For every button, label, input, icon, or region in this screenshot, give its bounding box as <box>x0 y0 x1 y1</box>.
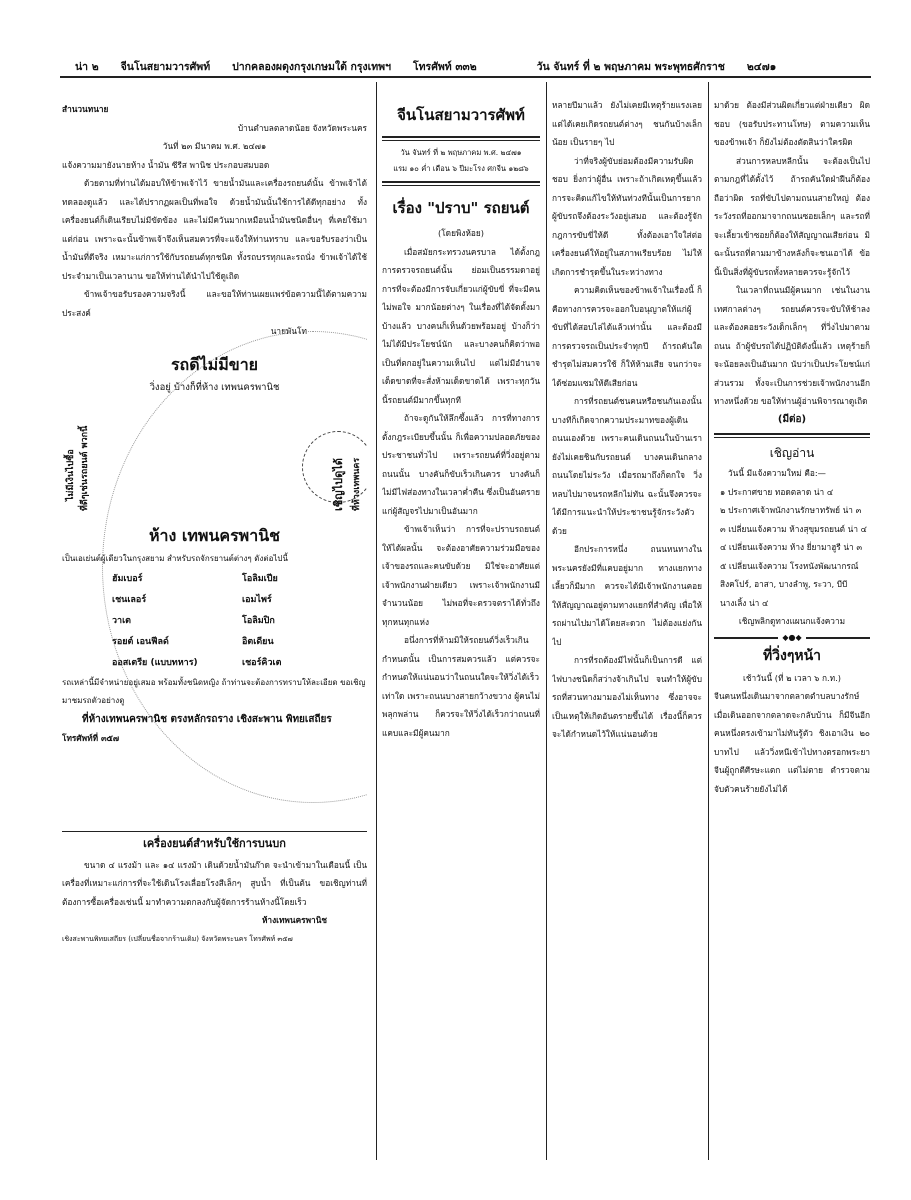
engine-ad-footer: เชิงสะพานพิทยเสถียร (เปลี่ยนชื่อจากร้านเดิม) จังหวัดพระนคร โทรศัพท์ ๓๕๗ <box>62 934 293 943</box>
notice-footer: เชิญพลิกดูทางแผนกแจ้งความ <box>738 616 846 626</box>
brand-item: โอลิมเปีย <box>242 573 278 584</box>
publisher-address: ปากคลองผดุงกรุงเกษมใต้ กรุงเทพฯ <box>232 60 391 73</box>
brand-item: อิตเดียน <box>242 636 274 647</box>
article-title: เรื่อง "ปราบ" รถยนต์ <box>392 199 530 217</box>
engine-ad-firm: ห้างเทพนครพานิช <box>261 915 327 925</box>
ornamental-rule <box>714 632 870 642</box>
masthead: จีนโนสยามวารศัพท์ <box>397 106 525 124</box>
letter-heading: สำนวนทนาย <box>62 104 109 114</box>
letter-address: บ้านตำบลตลาดน้อย จังหวัดพระนคร <box>237 122 367 133</box>
notice-item: ๒ ประกาศเจ้าพนักงานรักษาทรัพย์ น่า ๓ <box>720 505 862 515</box>
article-paragraph: ว่าที่จริงผู้ขับย่อมต้องมีความรับผิดชอบ ยิ่งกว่าผู้อื่น เพราะถ้าเกิดเหตุขึ้นแล้ว การจะคิดแก้ไขให้ทันท่วงทีนั้นเป็นการยาก ผู้ขับรถจึงต้องระวังอยู่เสมอ และต้องรู้จักกฎการขับขี่ให้ดี ทั้งต้องเอาใจใส่ต่อเครื่องยนต์ให้อยู่ในสภาพเรียบร้อย ไม่ให้เกิดการชำรุดขึ้นในระหว่างทาง <box>552 155 702 277</box>
notice-item: ๕ เปลี่ยนแจ้งความ โรงหนังพัฒนากรณ์ สิงคโปร์, อาสา, บางลำพู, ระวา, บีบี นางเลิ้ง น่า ๔ <box>720 560 859 608</box>
brand-item: เชนเลอร์ <box>112 594 147 605</box>
ad-side-text: ที่ดีๆเช่นรถยนต์ พวกนี้ <box>80 425 90 511</box>
news-title: ที่วิ่งๆหน้า <box>762 647 822 664</box>
brand-item: เชอร์คิวเต <box>242 657 282 668</box>
engine-ad-headline: เครื่องยนต์สำหรับใช้การบนบก <box>143 836 286 850</box>
ad-side-text: เชิญไปดูได้ <box>332 457 345 511</box>
article-paragraph: อนึ่งการที่ห้ามมิให้รถยนต์วิ่งเร็วเกินกำหนดนั้น เป็นการสมควรแล้ว แต่ควรจะกำหนดให้แน่นอนว่าในถนนใดจะให้วิ่งได้เร็วเท่าใด เพราะถนนบางสายกว้างขวาง ผู้คนไม่พลุกพล่าน ก็ควรจะให้วิ่งได้เร็วกว่าถนนที่แคบและมีผู้คนมาก <box>382 635 540 738</box>
notice-intro: วันนี้ มีแจ้งความใหม่ คือ:— <box>728 468 826 478</box>
issue-date: วัน จันทร์ ที่ ๒ พฤษภาคม พระพุทธศักราช <box>536 60 725 73</box>
column-rule <box>546 82 547 1160</box>
ornament-icon: ◆●◆ <box>778 633 805 642</box>
phone-number: โทรศัพท์ ๓๓๒ <box>413 60 477 73</box>
column-rule <box>376 82 377 1160</box>
right-column <box>714 82 870 1162</box>
notice-item: ๓ เปลี่ยนแจ้งความ ห้างสุขุมรถยนต์ น่า ๔ <box>720 523 867 534</box>
article-paragraph: ในเวลาที่ถนนมีผู้คนมาก เช่นในงานเทศกาลต่างๆ รถยนต์ควรจะขับให้ช้าลง และต้องคอยระวังเด็กเล็กๆ ที่วิ่งไปมาตามถนน ถ้าผู้ขับรถได้ปฏิบัติดังนี้แล้ว เหตุร้ายก็จะน้อยลงเป็นอันมาก นับว่าเป็นประโยชน์แก่ส่วนรวม ทั้งจะเป็นการช่วยเจ้าพนักงานอีกทางหนึ่งด้วย ขอให้ท่านผู้อ่านพิจารณาดูเถิด <box>714 285 870 406</box>
article-paragraph: ความคิดเห็นของข้าพเจ้าในเรื่องนี้ ก็คือทางการควรจะออกใบอนุญาตให้แก่ผู้ขับที่ได้สอบไล่ได้แล้วเท่านั้น และต้องมีการตรวจรถเป็นประจำทุกปี ถ้ารถคันใดชำรุดไม่สมควรใช้ ก็ให้ห้ามเสีย จนกว่าจะได้ซ่อมแซมให้ดีเสียก่อน <box>552 285 702 388</box>
brand-item: ออสเตรีย (แบบทหาร) <box>112 657 198 668</box>
issue-year: ๒๔๗๑ <box>746 60 777 73</box>
page-header <box>75 58 871 74</box>
masthead-rule <box>382 181 540 186</box>
brand-item: รอยต์ เอนฟีลด์ <box>112 636 169 647</box>
masthead-date: วัน จันทร์ ที่ ๒ พฤษภาคม พ.ศ. ๒๔๗๑ <box>400 148 522 157</box>
left-column <box>62 82 367 1162</box>
letter-paragraph: ข้าพเจ้าขอรับรองความจริงนี้ และขอให้ท่านเผยแพร่ข้อความนี้ได้ตามความประสงค์ <box>62 289 367 318</box>
article-paragraph: ถ้าจะดูกันให้ลึกซึ้งแล้ว การที่ทางการตั้งกฎระเบียบขึ้นนั้น ก็เพื่อความปลอดภัยของประชาชนทั่วไป เพราะรถยนต์ที่วิ่งอยู่ตามถนนนั้น บางคันก็ขับเร็วเกินควร บางคันก็ไม่มีไฟส่องทางในเวลาค่ำคืน ซึ่งเป็นอันตรายแก่ผู้สัญจรไปมาเป็นอันมาก <box>382 413 540 516</box>
brand-item: ฮัมเบอร์ <box>112 573 143 584</box>
paper-name: จีนโนสยามวารศัพท์ <box>120 60 211 73</box>
header-rule <box>60 76 871 78</box>
ad-intro: เป็นเอเย่นต์ผู้เดียวในกรุงสยาม สำหรับรถจักรยานต์ต่างๆ ดังต่อไปนี้ <box>62 554 288 563</box>
letter-paragraph: แจ้งความมายังนายห้าง น้ำมัน ซีรีส พานิช ประกอบสมบอด <box>62 159 270 170</box>
article-paragraph: ข้าพเจ้าเห็นว่า การที่จะปราบรถยนต์ให้ได้ผลนั้น จะต้องอาศัยความร่วมมือของเจ้าของรถและคนขับด้วย มิใช่จะอาศัยแต่เจ้าพนักงานฝ่ายเดียว เพราะเจ้าพนักงานมีจำนวนน้อย ไม่พอที่จะตรวจตราได้ทั่วถึงทุกหนทุกแห่ง <box>382 524 540 627</box>
ad-firm-name: ห้าง เทพนครพานิช <box>148 526 281 545</box>
notice-item: ๔ เปลี่ยนแจ้งความ ห้าง ยี่ยามาฮูรี น่า ๓ <box>720 542 862 552</box>
notice-title: เชิญอ่าน <box>769 446 815 460</box>
masthead-issue: แรม ๑๐ ค่ำ เดือน ๖ ปีมะโรง ศกจีน ๑๒๘๖ <box>393 164 529 173</box>
ad-phone: โทรศัพท์ที่ ๓๕๗ <box>62 733 120 743</box>
article-paragraph: ส่วนการหลบหลีกนั้น จะต้องเป็นไปตามกฎที่ได้ตั้งไว้ ถ้ารถคันใดฝ่าฝืนก็ต้องถือว่าผิด รถที่ขับไปตามถนนสายใหญ่ ต้องระวังรถที่ออกมาจากถนนซอยเล็กๆ และรถที่จะเลี้ยวเข้าซอยก็ต้องให้สัญญาณเสียก่อน มิฉะนั้นรถที่ตามมาข้างหลังก็จะชนเอาได้ ข้อนี้เป็นสิ่งที่ผู้ขับรถทั้งหลายควรจะรู้จักไว้ <box>714 155 870 277</box>
column-rule <box>708 82 709 1160</box>
letter-date: วันที่ ๒๓ มีนาคม พ.ศ. ๒๔๗๑ <box>162 141 267 151</box>
article-paragraph: มาด้วย ต้องมีส่วนผิดเกี่ยวแต่ฝ่ายเดียว ผิดชอบ (ขอรับประทานโทษ) ตามความเห็นของข้าพเจ้า ก็ยังไม่ต้องตัดสินว่าใครผิด <box>714 100 870 147</box>
masthead-rule <box>382 136 540 141</box>
article-paragraph: หลายปีมาแล้ว ยังไม่เคยมีเหตุร้ายแรงเลย แต่ได้เคยเกิดรถยนต์ต่างๆ ชนกันบ้างเล็กน้อย เป็นรายๆ ไป <box>552 100 702 147</box>
advertisement-cars <box>62 351 367 791</box>
letter-paragraph: ด้วยตามที่ท่านได้มอบให้ข้าพเจ้าไว้ ขายน้ำมันและเครื่องรถยนต์นั้น ข้าพเจ้าได้ทดลองดูแล้ว และได้ปรากฏผลเป็นที่พอใจ ด้วยน้ำมันนั้นใช้การได้ดีทุกอย่าง ทั้งเครื่องยนต์ก็เดินเรียบไม่มีขัดข้อง และไม่มีควันมากเหมือนน้ำมันชนิดอื่นๆ ที่เคยใช้มาแต่ก่อน เพราะฉะนั้นข้าพเจ้าจึงเห็นสมควรที่จะแจ้งให้ท่านทราบ และขอรับรองว่าเป็นน้ำมันที่ดีจริง เหมาะแก่การใช้กับรถยนต์ทุกชนิด ทั้งรถบรรทุกและรถนั่ง ข้าพเจ้าได้ใช้ประจำมาเป็นเวลานาน ขอให้ท่านได้นำไปใช้ดูเถิด <box>62 178 367 281</box>
letter-signature: นายพันโท <box>270 326 307 336</box>
article-byline: (โดยพิงห้อย) <box>437 228 484 238</box>
ad-headline: รถดีไม่มีขาย <box>170 354 259 374</box>
brand-item: โอลิมปิก <box>242 615 275 626</box>
brand-item: วาเต <box>112 615 132 626</box>
editorial-column <box>382 82 540 1162</box>
article-continuation-column <box>552 82 702 1162</box>
ad-subline: วิ่งอยู่ บ้างก็ที่ห้าง เทพนครพานิช <box>149 381 280 393</box>
notice-list <box>714 483 870 613</box>
news-body: จีนคนหนึ่งเดินมาจากตลาดตำบลบางรักษ์ เมื่อเดินออกจากตลาดจะกลับบ้าน ก็มีจีนอีกคนหนึ่งตรงเข้ามาไม่ทันรู้ตัว ชิงเอาเงิน ๒๐ บาทไป แล้ววิ่งหนีเข้าไปทางตรอกพระยา จีนผู้ถูกตีศีรษะแตก แต่ไม่ตาย ตำรวจตามจับตัวคนร้ายยังไม่ได้ <box>714 691 870 794</box>
brand-item: เอมไพร์ <box>242 594 272 605</box>
section-rule <box>714 433 870 438</box>
ad-side-text: ที่ห้างเทพนคร <box>352 457 362 511</box>
ad-side-text: ไม่มีเงินไปซื้อ <box>66 448 76 501</box>
article-paragraph: เมื่อสมัยกระทรวงนครบาล ได้ตั้งกฎการตรวจรถยนต์นั้น ย่อมเป็นธรรมดาอยู่ การที่จะต้องมีการจับเกี่ยวแก่ผู้ขับขี่ ที่จะมีคนไม่พอใจ มากน้อยต่างๆ ในเรื่องที่ได้จัดตั้งมาบ้างแล้ว บางคนก็เห็นด้วยพร้อมอยู่ บ้างก็ว่าไม่ได้มีประโยชน์นัก และบางคนก็คิดว่าพอเป็นที่ตกอยู่ในความเห็นไป แต่ไม่มีอำนาจเด็ดขาดที่จะสั่งห้ามเด็ดขาดได้ เพราะทุกวันนี้รถยนต์มีมากขึ้นทุกที <box>382 246 540 405</box>
page-number: น่า ๒ <box>75 60 99 73</box>
ad-location: ที่ห้างเทพนครพานิช ตรงหลักรถราง เชิงสะพาน พิทยเสถียร <box>82 713 332 725</box>
notice-item: ๑ ประกาศขาย ทอดตลาด น่า ๔ <box>720 486 834 497</box>
article-paragraph: การที่รถยนต์ชนคนหรือชนกันเองนั้น บางทีก็เกิดจากความประมาทของผู้เดินถนนเองด้วย เพราะคนเดินถนนในบ้านเรายังไม่เคยชินกับรถยนต์ บางคนเดินกลางถนนโดยไม่ระวัง เมื่อรถมาถึงก็ตกใจ วิ่งหลบไปมาจนรถหลีกไม่ทัน ฉะนั้นจึงควรจะได้มีการแนะนำให้ประชาชนรู้จักระวังตัวด้วย <box>552 396 702 536</box>
article-paragraph: อีกประการหนึ่ง ถนนหนทางในพระนครยังมีที่แคบอยู่มาก ทางแยกทางเลี้ยวก็มีมาก ควรจะได้มีเจ้าพนักงานคอยให้สัญญาณอยู่ตามทางแยกที่สำคัญ เพื่อให้รถผ่านไปมาได้โดยสะดวก ไม่ต้องแย่งกันไป <box>552 544 702 647</box>
ad-body: รถเหล่านี้มีจำหน่ายอยู่เสมอ พร้อมทั้งชนิดหญิง ถ้าท่านจะต้องการทราบให้ละเอียด ขอเชิญมาชมรถตัวอย่างดู <box>62 677 366 705</box>
engine-ad-body: ขนาด ๔ แรงม้า และ ๑๔ แรงม้า เดินด้วยน้ำมันก๊าด จะนำเข้ามาในเดือนนี้ เป็นเครื่องที่เหมาะแก่การที่จะใช้เดินโรงเลื่อยโรงสีเล็กๆ สูบน้ำ ที่เป็นต้น ขอเชิญท่านที่ต้องการซื้อเครื่องเช่นนี้ มาทำความตกลงกับผู้จัดการร้านห้างนี้โดยเร็ว <box>62 859 367 907</box>
news-date: เช้าวันนี้ (ที่ ๒ เวลา ๖ ก.ท.) <box>743 672 841 683</box>
article-paragraph: การที่รถต้องมีไฟนั้นก็เป็นการดี แต่ไฟบางชนิดก็สว่างจ้าเกินไป จนทำให้ผู้ขับรถที่สวนทางมามองไม่เห็นทาง ซึ่งอาจจะเป็นเหตุให้เกิดอันตรายขึ้นได้ เรื่องนี้ก็ควรจะได้กำหนดไว้ให้แน่นอนด้วย <box>552 655 702 739</box>
continued-label: (มีต่อ) <box>777 413 807 425</box>
